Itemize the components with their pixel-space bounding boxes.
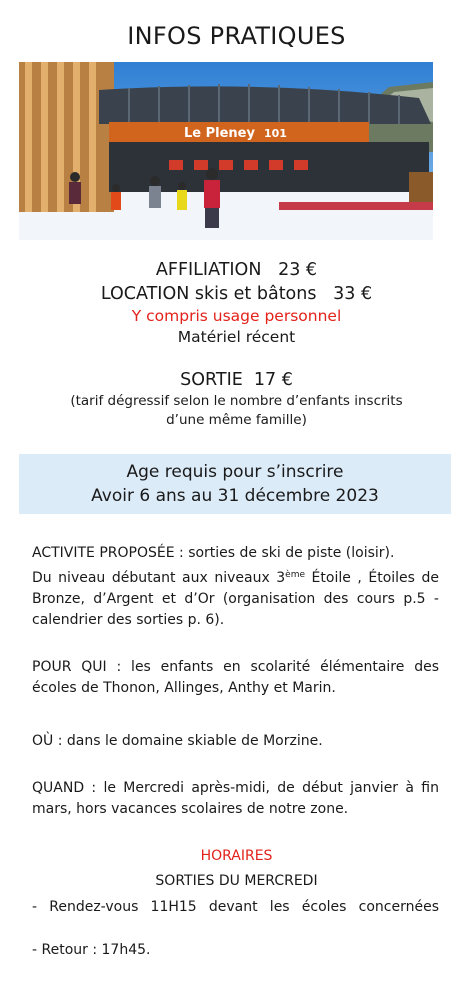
pour-qui-paragraph: POUR QUI : les enfants en scolarité élémentaire des écoles de Thonon, Allinges, Anthy et Marin. [32,659,439,696]
location-price: LOCATION skis et bâtons 33 € [100,284,373,304]
pricing-section [0,258,473,430]
activite-levels: Du niveau débutant aux niveaux 3ème Étoile , Étoiles de Bronze, d’Argent et d’Or (organisation des cours p.5 - calendrier des sorties p. 6). [32,570,439,628]
age-requirement-date: Avoir 6 ans au 31 décembre 2023 [91,486,379,506]
quand-paragraph: QUAND : le Mercredi après-midi, de début janvier à fin mars, hors vacances scolaires de notre zone. [32,780,439,817]
activite-paragraph [32,543,439,631]
ou-paragraph: OÙ : dans le domaine skiable de Morzine. [32,733,323,749]
location-note: Y compris usage personnel [131,307,342,325]
affiliation-price: AFFILIATION 23 € [155,260,318,280]
station-sign-number: 101 [264,127,287,140]
ski-lift-photo [19,62,433,240]
rendez-vous-line: - Rendez-vous 11H15 devant les écoles concernées [32,899,439,915]
activite-heading: ACTIVITE PROPOSÉE : sorties de ski de piste (loisir). [32,545,395,561]
station-sign-text: Le Pleney [184,126,255,141]
material-note: Matériel récent [177,328,296,346]
wood-structure [19,62,114,212]
age-requirement-title: Age requis pour s’inscrire [126,462,344,482]
page-title: INFOS PRATIQUES [127,22,346,50]
age-requirement-box [19,454,451,514]
sortie-price: SORTIE 17 € [180,370,293,390]
sortie-note-line-2: d’une même famille) [166,412,307,428]
horaires-subtitle: SORTIES DU MERCREDI [155,873,318,889]
retour-line: - Retour : 17h45. [32,942,151,958]
horaires-title: HORAIRES [200,848,273,864]
sortie-note-line-1: (tarif dégressif selon le nombre d’enfants inscrits [70,393,403,409]
ordinal-suffix: ème [285,570,306,580]
